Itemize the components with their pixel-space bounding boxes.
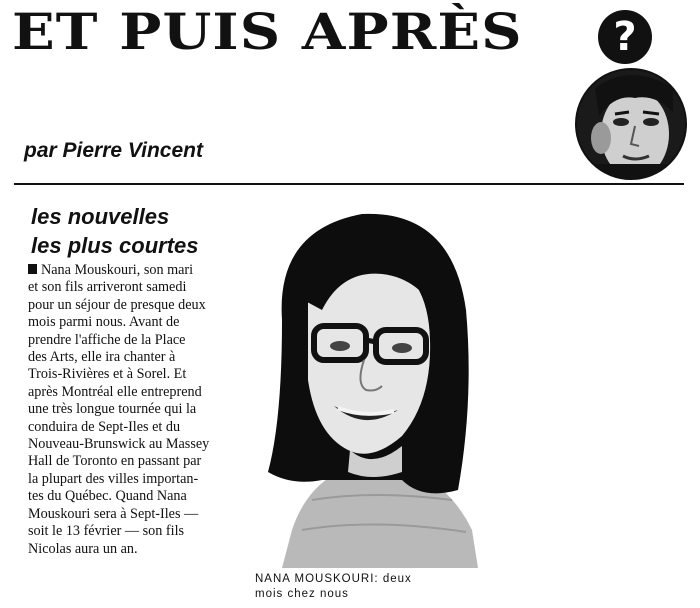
article-line: Nana Mouskouri, son mari (28, 262, 244, 279)
section-title (31, 202, 199, 260)
masthead-title: ET PUIS APRÈS (12, 2, 523, 61)
columnist-portrait (575, 68, 687, 180)
article-line: mois parmi nous. Avant de (28, 314, 180, 331)
article-line: prendre l'affiche de la Place (28, 331, 186, 348)
masthead (12, 0, 582, 62)
article-line: et son fils arriveront samedi (28, 279, 187, 296)
caption-line2: mois chez nous (255, 588, 349, 600)
article-body (28, 262, 244, 558)
article-line: Nouveau-Brunswick au Massey (28, 436, 210, 453)
article-line: une très longue tournée qui la (28, 401, 197, 418)
article-line: pour un séjour de presque deux (28, 296, 206, 313)
article-line: après Montréal elle entreprend (28, 383, 202, 400)
caption-line1: NANA MOUSKOURI: deux (255, 573, 412, 585)
article-line: conduira de Sept-Iles et du (28, 418, 181, 435)
section-title-line2: les plus courtes (31, 233, 199, 258)
question-mark-icon: ? (598, 10, 652, 64)
article-line: des Arts, elle ira chanter à (28, 349, 176, 366)
article-line: Mouskouri sera à Sept-Iles — (28, 505, 199, 522)
article-line: Nicolas aura un an. (28, 540, 138, 557)
photo-caption (255, 572, 412, 602)
divider (14, 183, 684, 185)
singer-photo (252, 200, 484, 568)
byline: par Pierre Vincent (24, 139, 203, 162)
article-line: tes du Québec. Quand Nana (28, 488, 187, 505)
article-line: soit le 13 février — son fils (28, 523, 185, 540)
article-line: la plupart des villes importan- (28, 470, 199, 487)
bullet-icon (28, 264, 37, 274)
article-line: Trois-Rivières et à Sorel. Et (28, 366, 187, 383)
section-title-line1: les nouvelles (31, 204, 170, 229)
article-line: Hall de Toronto en passant par (28, 453, 202, 470)
